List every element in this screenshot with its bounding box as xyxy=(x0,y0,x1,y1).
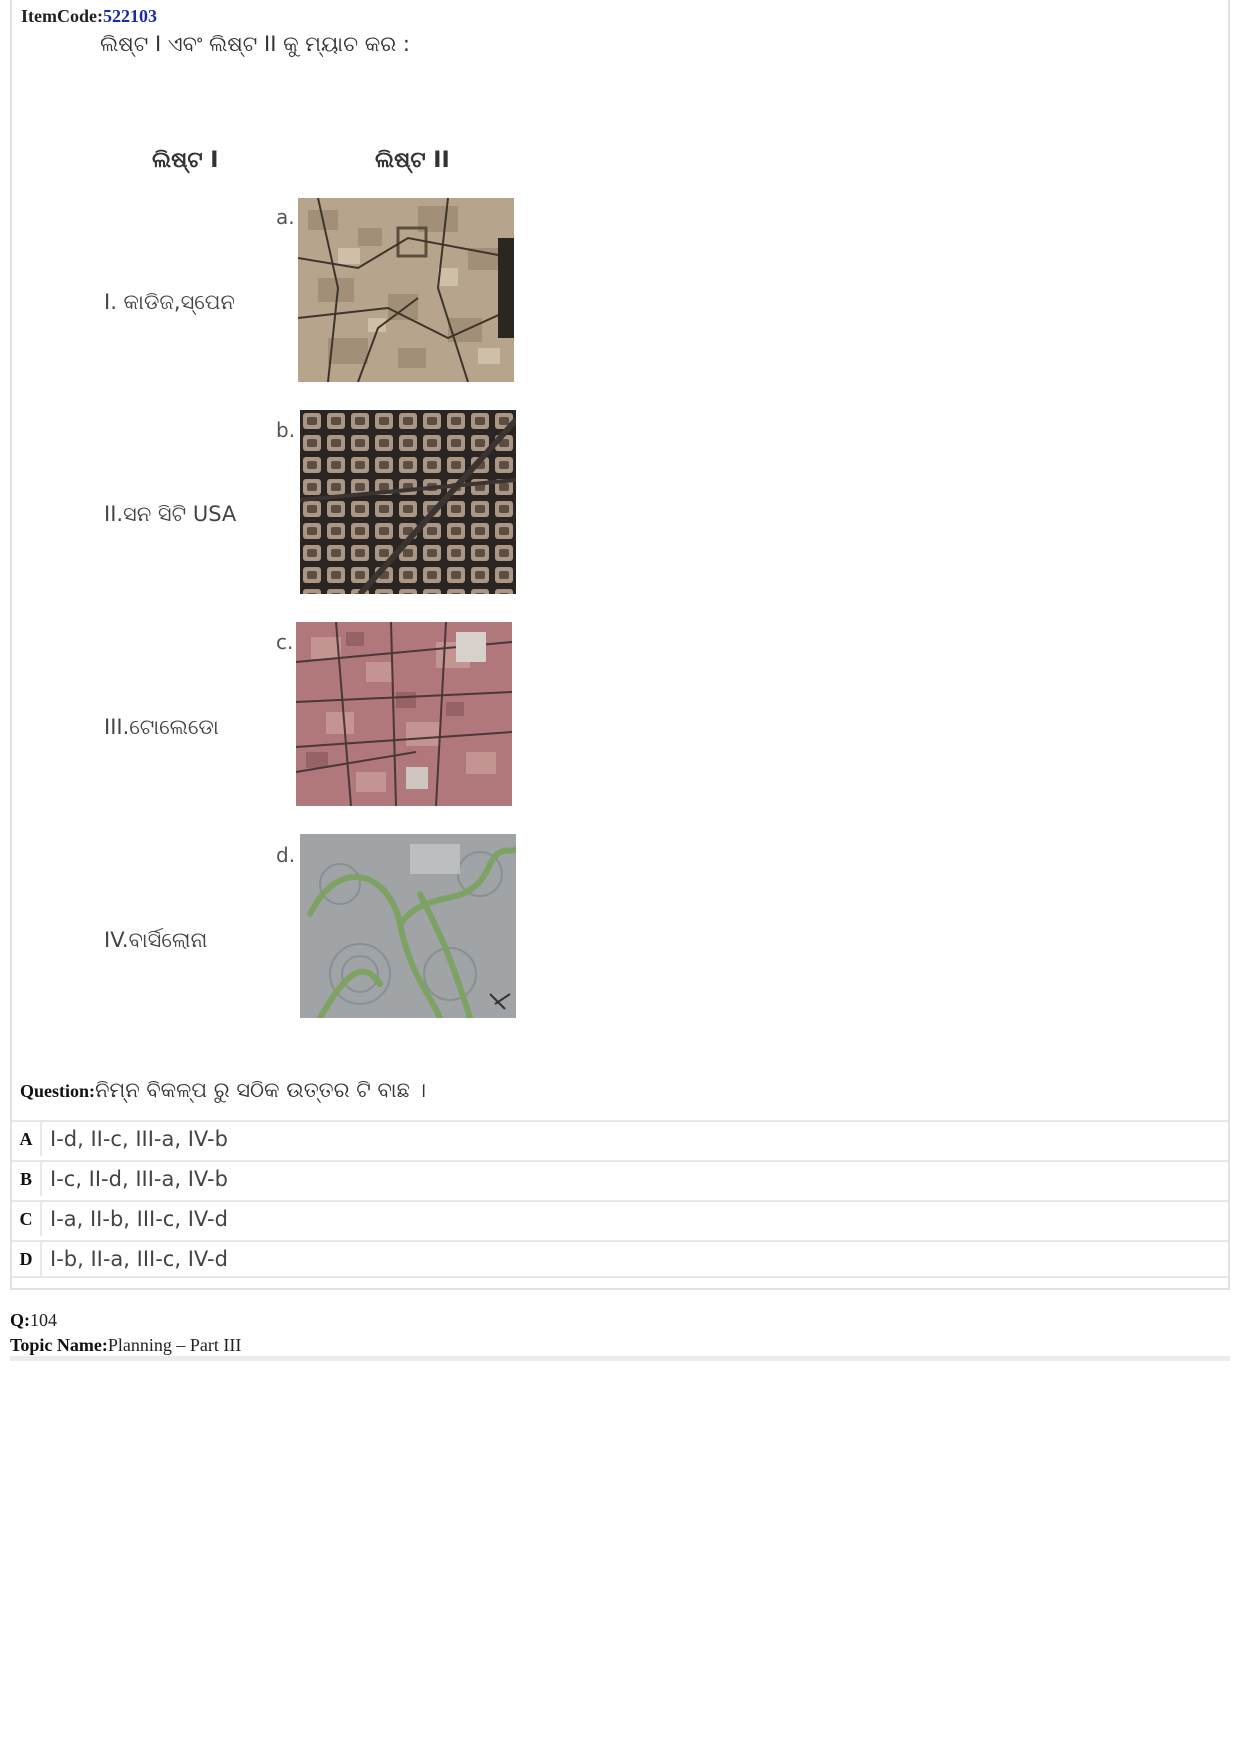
option-text: I-a, II-b, III-c, IV-d xyxy=(50,1207,228,1231)
list2-letter: c. xyxy=(276,630,294,654)
list1-item: III.ଟୋଲେଡୋ xyxy=(104,715,219,739)
option-text: I-d, II-c, III-a, IV-b xyxy=(50,1127,228,1151)
option-text: I-b, II-a, III-c, IV-d xyxy=(50,1247,228,1271)
divider xyxy=(10,1356,1230,1361)
option-d[interactable] xyxy=(12,1240,1228,1278)
item-code-label: ItemCode: xyxy=(21,6,103,26)
option-letter: D xyxy=(12,1242,42,1276)
option-letter: A xyxy=(12,1122,42,1156)
list1-header: ଲିଷ୍ଟ I xyxy=(152,148,219,173)
question-panel xyxy=(10,0,1230,1290)
question-label: Question: xyxy=(20,1081,96,1101)
option-text: I-c, II-d, III-a, IV-b xyxy=(50,1167,228,1191)
list2-letter: d. xyxy=(276,843,296,867)
item-code xyxy=(21,6,157,27)
list2-header: ଲିଷ୍ଟ II xyxy=(375,148,450,173)
aerial-grid-blocks-icon xyxy=(300,410,516,594)
list1-item: II.ସନ ସିଟି USA xyxy=(104,502,237,526)
topic-label: Topic Name: xyxy=(10,1335,108,1355)
option-c[interactable] xyxy=(12,1200,1228,1236)
list1-item: I. କାଡିଜ,ସ୍ପେନ xyxy=(104,290,235,314)
list2-letter: a. xyxy=(276,205,295,229)
option-b[interactable] xyxy=(12,1160,1228,1196)
question-text: ନିମ୍ନ ବିକଳ୍ପ ରୁ ସଠିକ ଉତ୍ତର ଟି ବାଛ । xyxy=(95,1078,427,1102)
aerial-green-belt-suburb-icon xyxy=(300,834,516,1018)
question-number xyxy=(10,1310,57,1331)
topic-name xyxy=(10,1335,241,1356)
list2-letter: b. xyxy=(276,418,296,442)
list1-item: IV.ବାର୍ସିଲୋନା xyxy=(104,928,208,952)
question-prompt xyxy=(20,1078,426,1103)
aerial-dense-old-town-icon xyxy=(298,198,514,382)
item-code-value: 522103 xyxy=(102,6,157,26)
q-number: 104 xyxy=(30,1310,57,1330)
instruction-text: ଲିଷ୍ଟ I ଏବଂ ଲିଷ୍ଟ II କୁ ମ୍ୟାଚ କର : xyxy=(100,32,410,56)
q-label: Q: xyxy=(10,1310,30,1330)
option-a[interactable] xyxy=(12,1120,1228,1156)
option-letter: B xyxy=(12,1162,42,1196)
aerial-red-roof-city-icon xyxy=(296,622,512,806)
option-letter: C xyxy=(12,1202,42,1236)
topic-value: Planning – Part III xyxy=(107,1335,242,1355)
